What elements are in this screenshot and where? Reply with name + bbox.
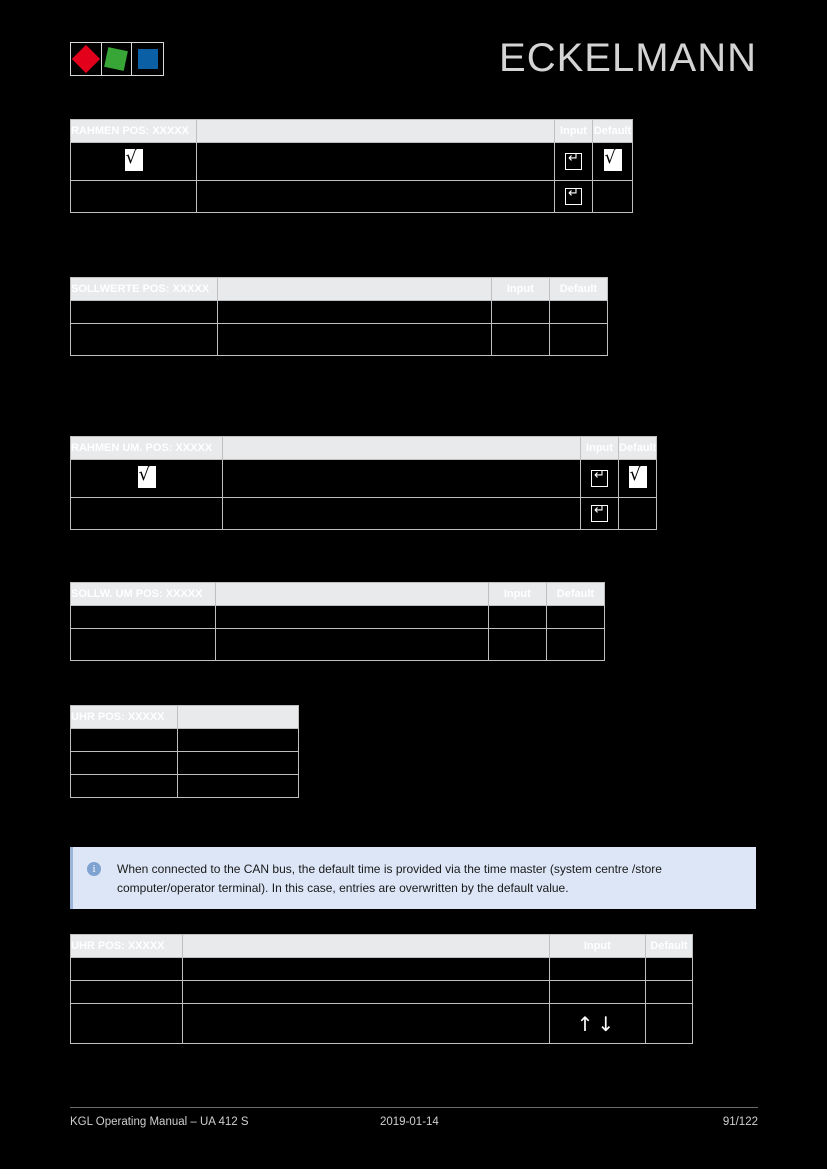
table-title: RAHMEN UM. POS: XXXXX: [71, 437, 223, 460]
row-value-cell: [183, 1004, 550, 1044]
table-header-spacer: [223, 437, 581, 460]
table-row: [71, 775, 299, 798]
row-value-cell: [178, 752, 299, 775]
row-input-cell: [555, 181, 593, 213]
row-label-cell: [71, 324, 218, 356]
row-default-cell: [549, 301, 607, 324]
check-icon: [604, 149, 622, 171]
footer-date: 2019-01-14: [380, 1116, 439, 1128]
table-row: [71, 1004, 693, 1044]
table-header-spacer: [178, 706, 299, 729]
table-header-row: [71, 706, 299, 729]
row-default-cell: [619, 460, 657, 498]
table-row: [71, 181, 633, 213]
table-row: [71, 981, 693, 1004]
info-icon: i: [87, 862, 101, 876]
row-input-cell: [488, 629, 546, 661]
row-label-cell: [71, 729, 178, 752]
row-label-cell: [71, 981, 183, 1004]
row-default-cell: [619, 498, 657, 530]
column-header-default: Default: [619, 437, 657, 460]
row-label-cell: [71, 498, 223, 530]
row-label-cell: [71, 752, 178, 775]
row-value-cell: [178, 729, 299, 752]
column-header-default: Default: [645, 935, 692, 958]
table-row: [71, 498, 657, 530]
table-sollw-um-pos: [70, 582, 605, 661]
column-header-input: Input: [555, 120, 593, 143]
table-row: [71, 729, 299, 752]
table-title: UHR POS: XXXXX: [71, 706, 178, 729]
column-header-input: Input: [549, 935, 645, 958]
red-diamond-icon: [72, 45, 100, 73]
logo-cell-red: [71, 43, 102, 75]
table-row: [71, 752, 299, 775]
row-default-cell: [546, 629, 604, 661]
check-icon: [138, 466, 156, 488]
row-label-cell: [71, 1004, 183, 1044]
table-title: UHR POS: XXXXX: [71, 935, 183, 958]
info-note-text: When connected to the CAN bus, the default time is provided via the time master (system centre /store computer/operator terminal). In this case, entries are overwritten by the default value.: [117, 862, 662, 895]
footer-page-number: 91/122: [722, 1116, 758, 1128]
row-label-cell: [71, 181, 197, 213]
page-header: [0, 30, 827, 100]
row-input-cell: [549, 1004, 645, 1044]
table-uhr-pos-large: [70, 934, 693, 1044]
table-row: [71, 143, 633, 181]
row-label-cell: [71, 629, 216, 661]
row-value-cell: [216, 606, 489, 629]
row-value-cell: [178, 775, 299, 798]
row-input-cell: [549, 958, 645, 981]
table-row: [71, 606, 605, 629]
column-header-input: Input: [488, 583, 546, 606]
blue-square-icon: [138, 49, 158, 69]
row-value-cell: [216, 629, 489, 661]
logo-cell-green: [102, 43, 133, 75]
table-row: [71, 301, 608, 324]
table-header-row: [71, 278, 608, 301]
row-default-cell: [593, 181, 633, 213]
row-label-cell: [71, 460, 223, 498]
row-label-cell: [71, 958, 183, 981]
row-default-cell: [645, 981, 692, 1004]
table-header-row: [71, 935, 693, 958]
enter-key-icon: [591, 470, 608, 487]
row-default-cell: [549, 324, 607, 356]
column-header-default: Default: [593, 120, 633, 143]
table-row: [71, 958, 693, 981]
row-input-cell: [581, 460, 619, 498]
table-header-spacer: [197, 120, 555, 143]
table-row: [71, 629, 605, 661]
table-row: [71, 460, 657, 498]
row-input-cell: [555, 143, 593, 181]
column-header-default: Default: [549, 278, 607, 301]
table-header-spacer: [216, 583, 489, 606]
column-header-default: Default: [546, 583, 604, 606]
table-rahmen-pos: [70, 119, 633, 213]
green-diamond-icon: [105, 47, 129, 71]
enter-key-icon: [591, 505, 608, 522]
row-label-cell: [71, 301, 218, 324]
table-header-row: [71, 437, 657, 460]
table-title: RAHMEN POS: XXXXX: [71, 120, 197, 143]
brand-name: ECKELMANN: [499, 36, 757, 80]
table-rahmen-um-pos: [70, 436, 657, 530]
column-header-input: Input: [491, 278, 549, 301]
row-default-cell: [593, 143, 633, 181]
row-default-cell: [546, 606, 604, 629]
check-icon: [125, 149, 143, 171]
table-header-spacer: [218, 278, 492, 301]
row-label-cell: [71, 606, 216, 629]
check-icon: [629, 466, 647, 488]
row-default-cell: [645, 958, 692, 981]
table-title: SOLLW. UM POS: XXXXX: [71, 583, 216, 606]
row-value-cell: [197, 143, 555, 181]
enter-key-icon: [565, 153, 582, 170]
row-value-cell: [197, 181, 555, 213]
table-row: [71, 324, 608, 356]
table-header-row: [71, 583, 605, 606]
row-default-cell: [645, 1004, 692, 1044]
table-title: SOLLWERTE POS: XXXXX: [71, 278, 218, 301]
enter-key-icon: [565, 188, 582, 205]
eckelmann-logo: [70, 42, 164, 76]
row-value-cell: [183, 958, 550, 981]
table-sollwerte-pos: [70, 277, 608, 356]
row-label-cell: [71, 775, 178, 798]
page-footer: [70, 1107, 758, 1138]
row-value-cell: [183, 981, 550, 1004]
info-note: [70, 847, 756, 909]
table-header-spacer: [183, 935, 550, 958]
row-value-cell: [218, 301, 492, 324]
row-value-cell: [223, 460, 581, 498]
logo-cell-blue: [132, 43, 163, 75]
up-down-arrows-icon: ↑↓: [576, 1011, 619, 1036]
table-header-row: [71, 120, 633, 143]
row-input-cell: [581, 498, 619, 530]
table-uhr-pos-small: [70, 705, 299, 798]
row-label-cell: [71, 143, 197, 181]
column-header-input: Input: [581, 437, 619, 460]
footer-document-title: KGL Operating Manual – UA 412 S: [70, 1116, 249, 1128]
row-value-cell: [223, 498, 581, 530]
row-input-cell: [549, 981, 645, 1004]
row-input-cell: [491, 324, 549, 356]
row-value-cell: [218, 324, 492, 356]
row-input-cell: [491, 301, 549, 324]
row-input-cell: [488, 606, 546, 629]
